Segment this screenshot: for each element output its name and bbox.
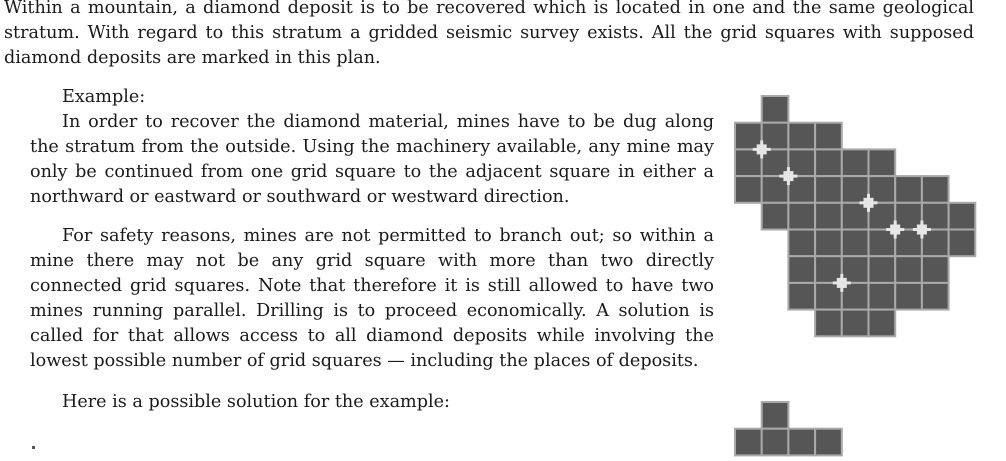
example-grid-cell: [788, 256, 815, 283]
example-grid-cell: [762, 203, 789, 230]
example-grid-cell: [922, 176, 949, 203]
mines-paragraph: In order to recover the diamond material, mines have to be dug along the stratum from the outside. Using the machinery available, any mine may only be continued from one grid square to the adjacent square in either a northward or eastward or southward or westward direction.: [30, 112, 714, 207]
example-grid-cell: [922, 283, 949, 310]
example-grid: [734, 95, 978, 339]
solution-grid: [734, 401, 846, 461]
example-grid-cell: [788, 203, 815, 230]
stray-mark: [32, 446, 35, 449]
example-grid-cell: [788, 123, 815, 150]
solution-grid-cell: [762, 429, 789, 456]
solution-grid-cell: [735, 429, 762, 456]
safety-paragraph: For safety reasons, mines are not permitted to branch out; so within a mine there may not be any grid square with more than two directly connected grid squares. Note that therefore it is still allowed to have two mines running parallel. Drilling is to proceed economically. A solution is called for that allows access to all diamond deposits while involving the lowest possible number of grid squares — including the places of deposits.: [30, 226, 714, 371]
example-grid-cell: [815, 203, 842, 230]
solution-intro-paragraph: Here is a possible solution for the example:: [62, 392, 450, 412]
example-grid-cell: [869, 310, 896, 337]
example-grid-cell: [788, 283, 815, 310]
example-grid-cell: [842, 149, 869, 176]
solution-grid-cell: [762, 402, 789, 429]
example-grid-cell: [735, 176, 762, 203]
example-grid-cell: [895, 283, 922, 310]
example-grid-cell: [815, 310, 842, 337]
example-grid-cell: [762, 96, 789, 123]
solution-grid-cell: [815, 429, 842, 456]
example-grid-cell: [788, 230, 815, 257]
example-grid-cell: [949, 230, 976, 257]
intro-paragraph: Within a mountain, a diamond deposit is to be recovered which is located in one and the same geological stratum. With regard to this stratum a gridded seismic survey exists. All the grid squares with supposed diamond deposits are marked in this plan.: [4, 0, 974, 68]
example-grid-cell: [922, 256, 949, 283]
example-grid-cell: [895, 176, 922, 203]
example-grid-cell: [842, 230, 869, 257]
example-grid-cell: [815, 123, 842, 150]
example-grid-cell: [842, 310, 869, 337]
example-grid-cell: [815, 149, 842, 176]
example-grid-cell: [815, 230, 842, 257]
example-grid-cell: [949, 203, 976, 230]
example-grid-cell: [869, 256, 896, 283]
example-grid-cell: [815, 176, 842, 203]
solution-grid-cell: [788, 429, 815, 456]
example-grid-cell: [869, 283, 896, 310]
example-grid-cell: [895, 256, 922, 283]
example-label: Example:: [62, 87, 146, 107]
example-grid-cell: [869, 149, 896, 176]
